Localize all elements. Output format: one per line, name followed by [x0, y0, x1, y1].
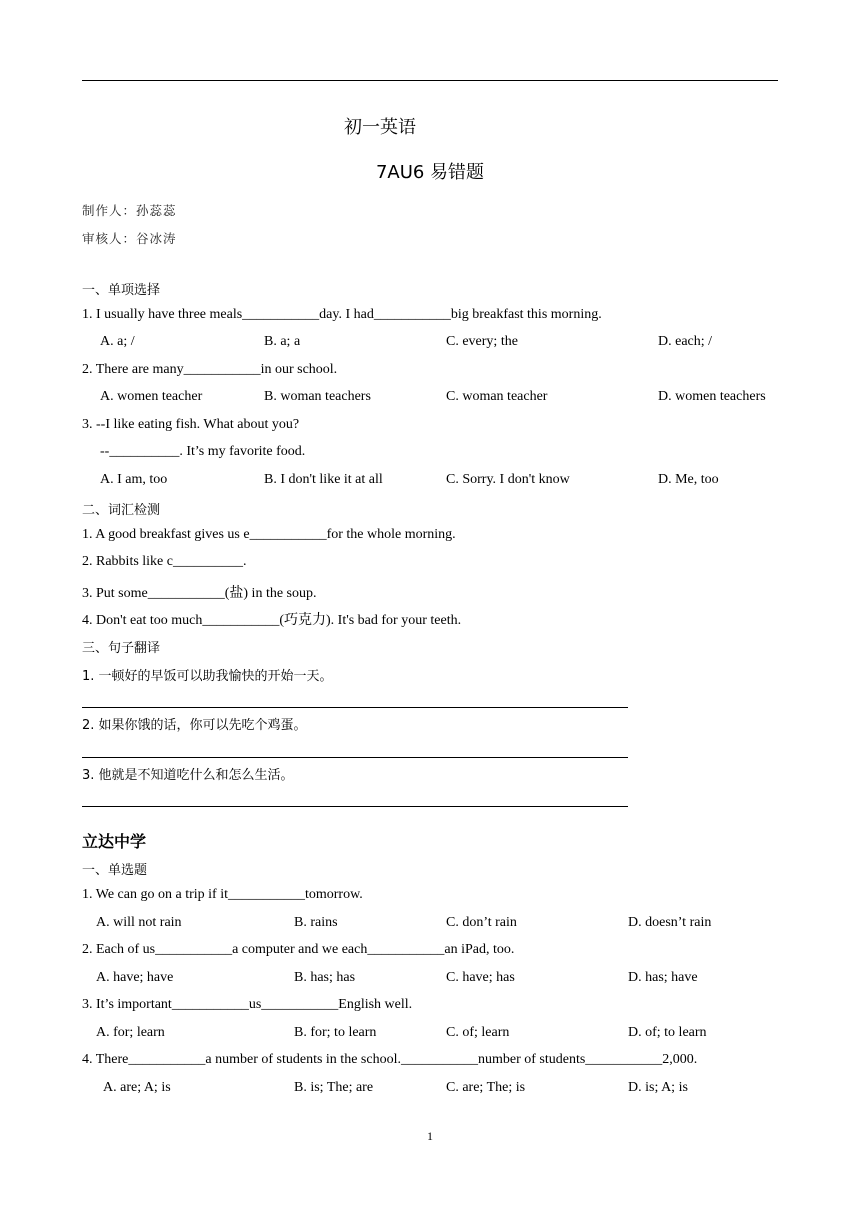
option-a: A. will not rain: [96, 915, 182, 930]
option-b: B. is; The; are: [294, 1080, 374, 1095]
question-stem: 1. I usually have three meals___________day. I had___________big breakfast this morning.: [82, 307, 602, 322]
option-d: D. of; to learn: [628, 1025, 707, 1040]
option-b: B. has; has: [294, 970, 356, 985]
option-a: A. a; /: [100, 334, 135, 349]
option-d: D. Me, too: [658, 472, 719, 487]
option-a: A. are; A; is: [103, 1080, 171, 1095]
option-c: C. are; The; is: [446, 1080, 526, 1095]
school-name: 立达中学: [82, 832, 147, 851]
option-a: A. I am, too: [100, 472, 168, 487]
question-stem: 4. There___________a number of students in the school.___________number of students___________2,000.: [82, 1052, 698, 1067]
option-d: D. has; have: [628, 970, 698, 985]
answer-line: [82, 757, 628, 758]
header-rule: [82, 80, 778, 81]
vocab-item: 4. Don't eat too much___________(巧克力). It's bad for your teeth.: [82, 613, 462, 628]
question-stem: 3. --I like eating fish. What about you?: [82, 417, 300, 432]
option-b: B. I don't like it at all: [264, 472, 383, 487]
option-c: C. have; has: [446, 970, 515, 985]
option-b: B. rains: [294, 915, 338, 930]
option-c: C. every; the: [446, 334, 518, 349]
vocab-item: 3. Put some___________(盐) in the soup.: [82, 586, 317, 601]
page-number: 1: [427, 1129, 433, 1143]
section-heading-vocabulary: 二、词汇检测: [82, 503, 161, 518]
answer-line: [82, 707, 628, 708]
option-b: B. a; a: [264, 334, 301, 349]
translation-item: 2. 如果你饿的话，你可以先吃个鸡蛋。: [82, 718, 307, 733]
section-heading-single-choice: 一、单项选择: [82, 283, 161, 298]
option-a: A. women teacher: [100, 389, 203, 404]
option-a: A. for; learn: [96, 1025, 165, 1040]
option-c: C. don’t rain: [446, 915, 517, 930]
option-d: D. each; /: [658, 334, 713, 349]
option-a: A. have; have: [96, 970, 174, 985]
question-stem: 1. We can go on a trip if it___________tomorrow.: [82, 887, 363, 902]
page-title: 初一英语: [344, 117, 416, 138]
section-heading-single-choice-school: 一、单选题: [82, 863, 148, 878]
translation-item: 1. 一顿好的早饭可以助我愉快的开始一天。: [82, 669, 333, 684]
author-line: 制作人：孙蕊蕊: [82, 203, 177, 218]
option-c: C. Sorry. I don't know: [446, 472, 570, 487]
question-stem: 2. Each of us___________a computer and we each___________an iPad, too.: [82, 942, 515, 957]
question-stem-continued: --__________. It’s my favorite food.: [100, 444, 306, 459]
translation-item: 3. 他就是不知道吃什么和怎么生活。: [82, 768, 294, 783]
option-c: C. of; learn: [446, 1025, 510, 1040]
page-subtitle: 7AU6 易错题: [375, 162, 485, 183]
option-d: D. is; A; is: [628, 1080, 688, 1095]
option-c: C. woman teacher: [446, 389, 548, 404]
reviewer-line: 审核人：谷冰涛: [82, 231, 177, 246]
option-d: D. women teachers: [658, 389, 766, 404]
option-b: B. for; to learn: [294, 1025, 377, 1040]
option-d: D. doesn’t rain: [628, 915, 712, 930]
answer-line: [82, 806, 628, 807]
section-heading-translation: 三、句子翻译: [82, 641, 161, 656]
vocab-item: 2. Rabbits like c__________.: [82, 554, 247, 569]
question-stem: 2. There are many___________in our school.: [82, 362, 338, 377]
question-stem: 3. It’s important___________us___________English well.: [82, 997, 413, 1012]
vocab-item: 1. A good breakfast gives us e___________for the whole morning.: [82, 527, 456, 542]
option-b: B. woman teachers: [264, 389, 371, 404]
